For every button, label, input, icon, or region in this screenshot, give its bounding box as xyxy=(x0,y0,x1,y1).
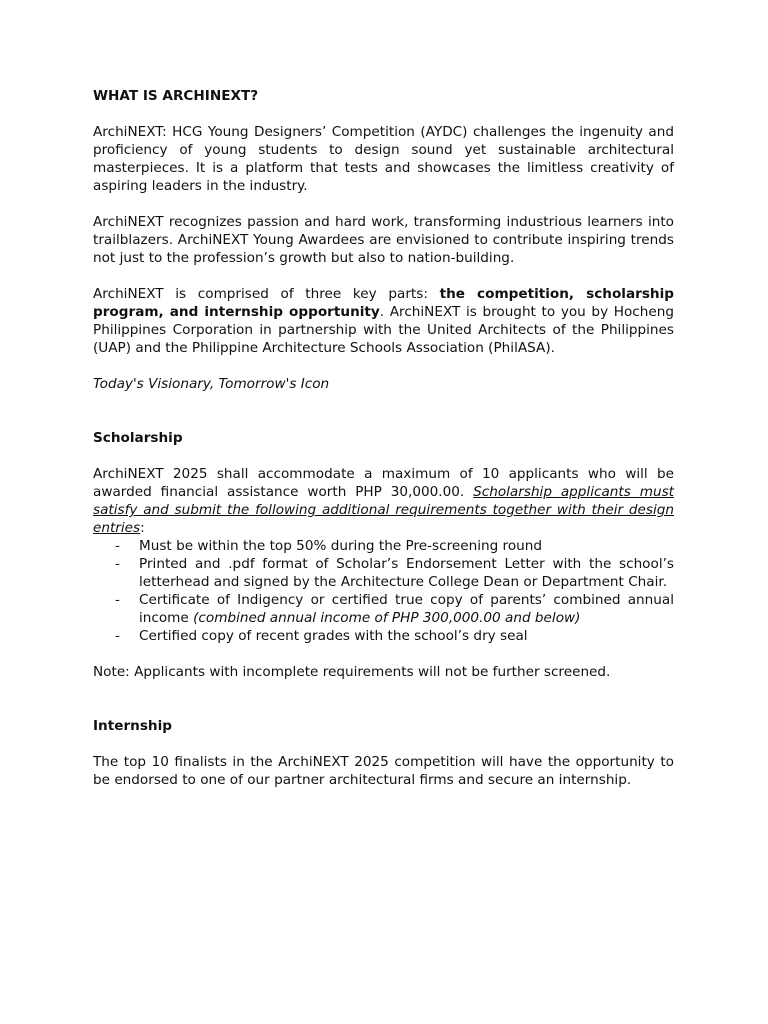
intro-paragraph-2: ArchiNEXT recognizes passion and hard work, transforming industrious learners into trailblazers. ArchiNEXT Young Awardees are envisioned to contribute inspiring trends not just to the profession’s growth but also to nation-building. xyxy=(93,214,674,266)
list-bullet: - xyxy=(115,556,120,572)
scholarship-requirements-emphasis: Scholarship applicants must satisfy and submit the following additional requirements together with their design entries xyxy=(93,484,674,536)
intro-paragraph-3-rest: . ArchiNEXT is brought to you by Hocheng Philippines Corporation in partnership with the United Architects of the Philippines (UAP) and the Philippine Architecture Schools Association (PhilASA). xyxy=(93,304,674,356)
intro-paragraph-3-lead: ArchiNEXT is comprised of three key parts: xyxy=(93,286,440,302)
requirement-note: (combined annual income of PHP 300,000.00 and below) xyxy=(193,610,581,626)
intro-heading: WHAT IS ARCHINEXT? xyxy=(93,88,259,104)
document-page xyxy=(93,87,674,789)
intro-paragraph-3 xyxy=(93,285,674,357)
scholarship-paragraph-lead: ArchiNEXT 2025 shall accommodate a maximum of 10 applicants who will be awarded financial assistance worth PHP 30,000.00. xyxy=(93,466,674,500)
list-bullet: - xyxy=(115,538,120,554)
scholarship-paragraph-end: : xyxy=(140,520,145,536)
requirement-text: Must be within the top 50% during the Pre-screening round xyxy=(139,538,543,554)
intro-paragraph-1: ArchiNEXT: HCG Young Designers’ Competition (AYDC) challenges the ingenuity and proficiency of young students to design sound yet sustainable architectural masterpieces. It is a platform that tests and showcases the limitless creativity of aspiring leaders in the industry. xyxy=(93,124,674,194)
list-item xyxy=(93,591,674,627)
requirement-text: Certified copy of recent grades with the school’s dry seal xyxy=(139,628,528,644)
internship-heading: Internship xyxy=(93,718,172,734)
list-item xyxy=(93,627,674,645)
list-item xyxy=(93,537,674,555)
internship-paragraph: The top 10 finalists in the ArchiNEXT 2025 competition will have the opportunity to be endorsed to one of our partner architectural firms and secure an internship. xyxy=(93,754,674,788)
list-bullet: - xyxy=(115,628,120,644)
scholarship-heading: Scholarship xyxy=(93,430,183,446)
requirement-text: Printed and .pdf format of Scholar’s Endorsement Letter with the school’s letterhead and signed by the Architecture College Dean or Department Chair. xyxy=(139,556,674,590)
intro-key-parts: the competition, scholarship program, and internship opportunity xyxy=(93,286,675,320)
requirement-text: Certificate of Indigency or certified true copy of parents’ combined annual income xyxy=(139,592,674,626)
scholarship-note: Note: Applicants with incomplete requirements will not be further screened. xyxy=(93,664,611,680)
scholarship-paragraph xyxy=(93,465,674,537)
requirements-list xyxy=(93,537,674,645)
tagline: Today's Visionary, Tomorrow's Icon xyxy=(93,376,330,392)
list-item xyxy=(93,555,674,591)
list-bullet: - xyxy=(115,592,120,608)
